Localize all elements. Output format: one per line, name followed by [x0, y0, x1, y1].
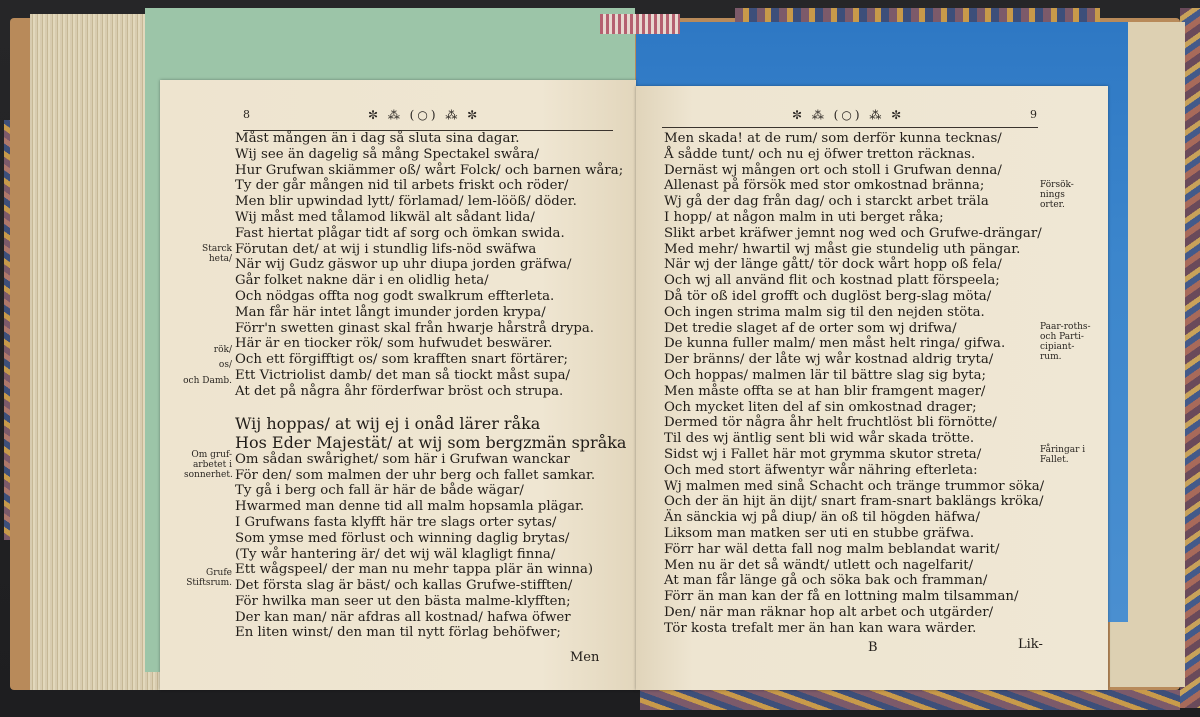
text-line: Tör kosta trefalt mer än han kan wara wärder. [664, 620, 977, 636]
text-line: Och der än hijt än dijt/ snart fram-snart baklängs kröka/ [664, 494, 1044, 510]
text-line: Och nödgas offta nog godt swalkrum effterleta. [235, 288, 555, 304]
right-page-number: 9 [1030, 108, 1037, 121]
text-line: För den/ som malmen der uhr berg och fallet samkar. [235, 467, 596, 483]
text-line: (Ty wår hantering är/ det wij wäl klagligt finna/ [235, 546, 556, 562]
left-page-text [235, 131, 626, 641]
page-edges-stack [30, 14, 160, 690]
text-line: Ett Victriolist damb/ det man så tiockt måst supa/ [235, 367, 570, 383]
text-line: Dermed tör några åhr helt fruchtlöst bli förnötte/ [664, 415, 997, 431]
signature-mark: B [868, 640, 878, 655]
text-line: Här är en tiocker rök/ som hufwudet beswärer. [235, 336, 553, 352]
text-line: Och ett förgifftigt os/ som krafften snart förtärer; [235, 352, 568, 368]
right-page-text [664, 131, 1044, 637]
text-line: Men måste offta se at han blir framgent mager/ [664, 383, 986, 399]
text-line: Det första slag är bäst/ och kallas Grufwe-stifften/ [235, 578, 573, 594]
text-line: Förutan det/ at wij i stundlig lifs-nöd swäfwa [235, 241, 537, 257]
text-line: Och med stort äfwentyr wår nähring efterleta: [664, 462, 978, 478]
text-line: Å sådde tunt/ och nu ej öfwer tretton räcknas. [664, 146, 976, 162]
text-line: Men blir upwindad lytt/ förlamad/ lem-lööß/ döder. [235, 194, 577, 210]
text-line: Allenast på försök med stor omkostnad bränna; [664, 178, 985, 194]
text-line: Om sådan swårighet/ som här i Grufwan wanckar [235, 451, 570, 467]
stanza-gap [235, 400, 626, 416]
margin-note: os/ [218, 360, 232, 370]
left-page-number: 8 [243, 108, 250, 121]
text-line: Som ymse med förlust och winning daglig brytas/ [235, 530, 570, 546]
text-line: Med mehr/ hwartil wj måst gie stundelig uth pängar. [664, 241, 1021, 257]
margin-note: Fåringar i Fallet. [1040, 445, 1086, 465]
text-line: Hwarmed man denne tid all malm hopsamla plägar. [235, 499, 585, 515]
right-catchword: Lik- [1018, 637, 1043, 652]
text-line: När wij Gudz gäswor up uhr diupa jorden gräfwa/ [235, 257, 572, 273]
text-line-dedication: Hos Eder Majestät/ at wij som bergzmän språka [235, 432, 627, 452]
text-line: När wj der länge gått/ tör dock wårt hopp oß fela/ [664, 257, 1002, 273]
text-line: Men skada! at de rum/ som derför kunna tecknas/ [664, 131, 1002, 146]
text-line: Går folket nakne där i en olidlig heta/ [235, 273, 489, 289]
text-line: Förr än man kan der få en lottning malm tilsamman/ [664, 589, 1019, 605]
text-line: Der bränns/ der låte wj wår kostnad aldrig tryta/ [664, 352, 994, 368]
text-line: Och mycket liten del af sin omkostnad drager; [664, 399, 977, 415]
text-line: Än sänckia wj på diup/ än oß til högden häfwa/ [664, 510, 980, 526]
text-line: Det tredie slaget af de orter som wj drifwa/ [664, 320, 957, 336]
margin-note: Paar-roths- och Parti-cipiant-rum. [1040, 322, 1091, 362]
margin-note: Försök-nings orter. [1040, 180, 1074, 210]
text-line: Liksom man matken ser uti en stubbe gräfwa. [664, 525, 975, 541]
text-line: Ty gå i berg och fall är här de både wägar/ [235, 483, 524, 499]
binding-headband [600, 14, 680, 34]
text-line: Den/ när man räknar hop alt arbet och utgärder/ [664, 604, 994, 620]
text-line: Dernäst wj mången ort och stoll i Grufwan denna/ [664, 162, 1002, 178]
right-header-ornament: ✼ ⁂ (○) ⁂ ✼ [792, 108, 905, 122]
text-line: Fast hiertat plågar tidt af sorg och ömkan swida. [235, 225, 565, 241]
text-line: Då tör oß idel grofft och duglöst berg-slag möta/ [664, 288, 992, 304]
text-line: Der kan man/ när afdras all kostnad/ hafwa öfwer [235, 609, 571, 625]
margin-note: Starck heta/ [202, 244, 232, 264]
text-line: Och hoppas/ malmen lär til bättre slag sig byta; [664, 367, 986, 383]
text-line: De kunna fuller malm/ men måst helt ringa/ gifwa. [664, 336, 1006, 352]
margin-note: rök/ [213, 345, 232, 355]
text-line: I Grufwans fasta klyfft här tre slags orter sytas/ [235, 514, 557, 530]
text-line: Men nu är det så wändt/ utlett och nagelfarit/ [664, 557, 974, 573]
text-line: Ty der går mången nid til arbets friskt och röder/ [235, 178, 569, 194]
text-line: Måst mången än i dag så sluta sina dagar. [235, 131, 520, 146]
text-line: En liten winst/ den man til nytt förlag behöfwer; [235, 625, 561, 641]
marbled-endpaper-bottom [640, 690, 1180, 710]
text-line: At man får länge gå och söka bak och framman/ [664, 573, 988, 589]
text-line: Wj gå der dag från dag/ och i starckt arbet träla [664, 194, 989, 210]
left-header-ornament: ✼ ⁂ (○) ⁂ ✼ [368, 108, 481, 122]
text-line: Sidst wj i Fallet här mot grymma skutor streta/ [664, 446, 982, 462]
margin-note: Grufe Stiftsrum. [186, 568, 232, 588]
text-line: Wj malmen med sinå Schacht och tränge trummor söka/ [664, 478, 1045, 494]
margin-note: och Damb. [183, 376, 232, 386]
text-line-initial: Wij hoppas/ at wij ej i onåd lärer råka [235, 414, 541, 434]
text-line: Och ingen strima malm sig til den nejden stöta. [664, 304, 985, 320]
text-line: Förr'n swetten ginast skal från hwarje hårstrå drypa. [235, 320, 595, 336]
text-line: At det på några åhr förderfwar bröst och strupa. [235, 383, 564, 399]
text-line: Wij see än dagelig så mång Spectakel swåra/ [235, 146, 539, 162]
text-line: I hopp/ at någon malm in uti berget råka; [664, 209, 944, 225]
text-line: Ett wågspeel/ der man nu mehr tappa plär än winna) [235, 562, 594, 578]
text-line: Och wj all använd flit och kostnad platt förspeela; [664, 273, 1000, 289]
text-line: Man får här intet långt imunder jorden krypa/ [235, 304, 546, 320]
text-line: Hur Grufwan skiämmer oß/ wårt Folck/ och barnen wåra; [235, 162, 624, 178]
left-catchword: Men [570, 650, 600, 665]
right-header-rule [662, 127, 1038, 128]
text-line: Wij måst med tålamod likwäl alt sådant lida/ [235, 209, 535, 225]
text-line: Slikt arbet kräfwer jemnt nog wed och Grufwe-drängar/ [664, 225, 1042, 241]
text-line: Til des wj äntlig sent bli wid wår skada trötte. [664, 431, 975, 447]
text-line: Förr har wäl detta fall nog malm beblandat warit/ [664, 541, 1000, 557]
text-line: För hwilka man seer ut den bästa malme-klyfften; [235, 593, 571, 609]
margin-note: Om gruf-arbetet i sonnerhet. [184, 450, 233, 480]
